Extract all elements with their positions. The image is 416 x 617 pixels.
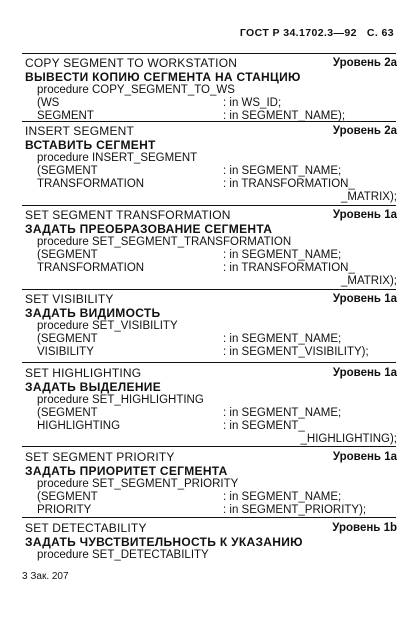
parameter-type: : in SEGMENT_NAME; bbox=[223, 249, 342, 261]
level-label: Уровень 1а bbox=[332, 209, 397, 221]
parameter-row bbox=[37, 333, 397, 346]
section-set-detectability bbox=[25, 521, 397, 562]
english-title: SET VISIBILITY bbox=[25, 292, 114, 306]
parameter-name: PRIORITY bbox=[37, 504, 92, 516]
procedure-line: procedure SET_SEGMENT_TRANSFORMATION bbox=[37, 236, 292, 248]
procedure-line: procedure SET_HIGHLIGHTING bbox=[37, 394, 204, 406]
parameter-row bbox=[37, 346, 397, 359]
parameter-type: : in SEGMENT_VISIBILITY); bbox=[223, 346, 369, 358]
procedure-line: procedure COPY_SEGMENT_TO_WS bbox=[37, 84, 235, 96]
section-divider bbox=[22, 362, 396, 363]
section-divider bbox=[22, 205, 396, 206]
section-set-highlighting bbox=[25, 366, 397, 446]
level-label: Уровень 1b bbox=[332, 522, 397, 534]
section-set-segment-priority bbox=[25, 450, 397, 517]
section-divider bbox=[22, 446, 396, 447]
continuation-row bbox=[37, 433, 397, 446]
parameter-name: (SEGMENT bbox=[37, 249, 98, 261]
page-footer: 3 Зак. 207 bbox=[22, 571, 69, 582]
parameter-row bbox=[37, 407, 397, 420]
parameter-row bbox=[37, 262, 397, 275]
procedure-line: procedure SET_DETECTABILITY bbox=[37, 549, 209, 561]
parameter-row bbox=[37, 420, 397, 433]
parameter-type: : in SEGMENT_PRIORITY); bbox=[223, 504, 367, 516]
parameter-type: : in TRANSFORMATION_ bbox=[223, 262, 355, 274]
page-header bbox=[0, 27, 394, 39]
parameter-row bbox=[37, 178, 397, 191]
level-label: Уровень 2а bbox=[332, 57, 397, 69]
level-label: Уровень 1а bbox=[332, 367, 397, 379]
parameter-type: : in SEGMENT_NAME; bbox=[223, 165, 342, 177]
parameter-type: : in WS_ID; bbox=[223, 97, 282, 109]
continuation-row bbox=[37, 191, 397, 204]
standard-number: ГОСТ Р 34.1702.3—92 bbox=[239, 27, 357, 39]
russian-title: ВЫВЕСТИ КОПИЮ СЕГМЕНТА НА СТАНЦИЮ bbox=[25, 70, 301, 84]
parameter-name: (WS bbox=[37, 97, 60, 109]
english-title: INSERT SEGMENT bbox=[25, 124, 135, 138]
procedure-line: procedure SET_SEGMENT_PRIORITY bbox=[37, 478, 239, 490]
parameter-row bbox=[37, 504, 397, 517]
parameter-type: : in SEGMENT_NAME; bbox=[223, 491, 342, 503]
page-number: С. 63 bbox=[366, 27, 394, 39]
parameter-name: (SEGMENT bbox=[37, 165, 98, 177]
parameter-type: : in SEGMENT_NAME; bbox=[223, 407, 342, 419]
procedure-line: procedure INSERT_SEGMENT bbox=[37, 152, 198, 164]
russian-title: ВСТАВИТЬ СЕГМЕНТ bbox=[25, 138, 156, 152]
russian-title: ЗАДАТЬ ВЫДЕЛЕНИЕ bbox=[25, 380, 162, 394]
parameter-name: (SEGMENT bbox=[37, 407, 98, 419]
parameter-type: : in TRANSFORMATION_ bbox=[223, 178, 355, 190]
level-label: Уровень 2а bbox=[332, 125, 397, 137]
parameter-name: (SEGMENT bbox=[37, 333, 98, 345]
procedure-line: procedure SET_VISIBILITY bbox=[37, 320, 178, 332]
english-title: SET SEGMENT PRIORITY bbox=[25, 450, 175, 464]
section-divider bbox=[22, 53, 396, 54]
parameter-row bbox=[37, 249, 397, 262]
parameter-type: : in SEGMENT_ bbox=[223, 420, 305, 432]
parameter-name: TRANSFORMATION bbox=[37, 262, 145, 274]
section-divider bbox=[22, 517, 396, 518]
parameter-name: TRANSFORMATION bbox=[37, 178, 145, 190]
russian-title: ЗАДАТЬ ПРЕОБРАЗОВАНИЕ СЕГМЕНТА bbox=[25, 222, 273, 236]
type-continuation: _HIGHLIGHTING); bbox=[300, 433, 397, 445]
english-title: SET DETECTABILITY bbox=[25, 521, 147, 535]
parameter-type: : in SEGMENT_NAME; bbox=[223, 333, 342, 345]
english-title: COPY SEGMENT TO WORKSTATION bbox=[25, 56, 238, 70]
section-insert-segment bbox=[25, 124, 397, 204]
section-copy-segment bbox=[25, 56, 397, 123]
russian-title: ЗАДАТЬ ВИДИМОСТЬ bbox=[25, 306, 161, 320]
section-set-visibility bbox=[25, 292, 397, 359]
parameter-name: HIGHLIGHTING bbox=[37, 420, 121, 432]
level-label: Уровень 1а bbox=[332, 451, 397, 463]
level-label: Уровень 1а bbox=[332, 293, 397, 305]
english-title: SET SEGMENT TRANSFORMATION bbox=[25, 208, 231, 222]
type-continuation: _MATRIX); bbox=[340, 191, 397, 203]
parameter-name: VISIBILITY bbox=[37, 346, 94, 358]
parameter-type: : in SEGMENT_NAME); bbox=[223, 110, 346, 122]
type-continuation: _MATRIX); bbox=[340, 275, 397, 287]
parameter-name: (SEGMENT bbox=[37, 491, 98, 503]
parameter-row bbox=[37, 491, 397, 504]
parameter-name: SEGMENT bbox=[37, 110, 94, 122]
english-title: SET HIGHLIGHTING bbox=[25, 366, 142, 380]
section-set-segment-transformation bbox=[25, 208, 397, 288]
parameter-row bbox=[37, 165, 397, 178]
continuation-row bbox=[37, 275, 397, 288]
section-divider bbox=[22, 289, 396, 290]
section-divider bbox=[22, 121, 396, 122]
russian-title: ЗАДАТЬ ЧУВСТВИТЕЛЬНОСТЬ К УКАЗАНИЮ bbox=[25, 535, 303, 549]
russian-title: ЗАДАТЬ ПРИОРИТЕТ СЕГМЕНТА bbox=[25, 464, 228, 478]
parameter-row bbox=[37, 97, 397, 110]
